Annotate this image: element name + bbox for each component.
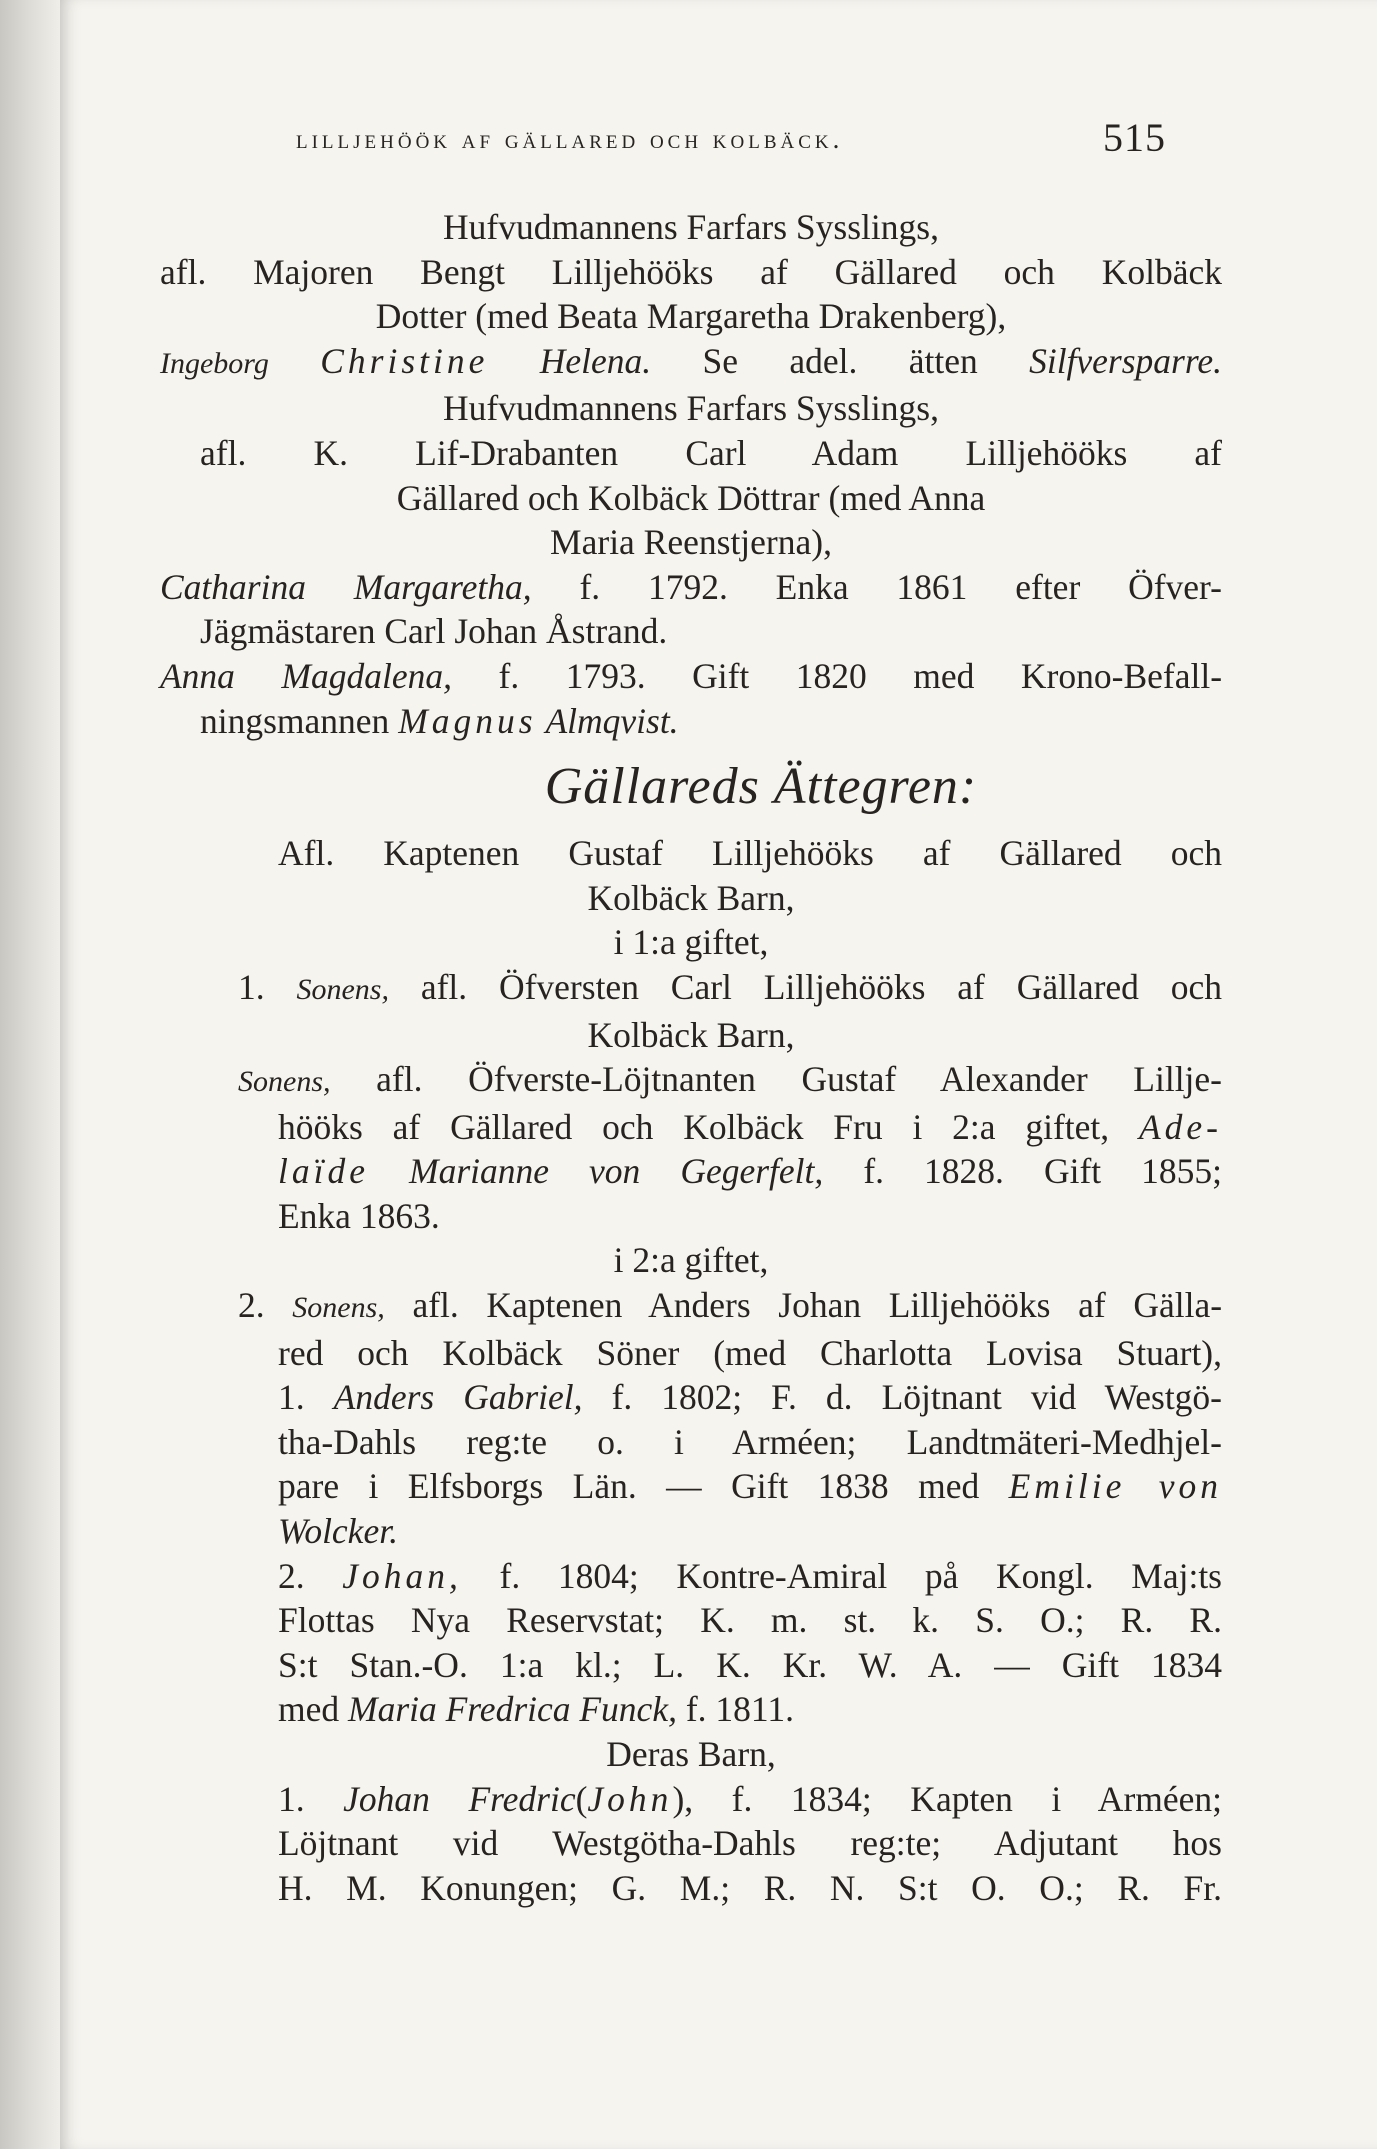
text-line: 2. Sonens, afl. Kaptenen Anders Johan Lilljehööks af Gälla- [238,1285,1223,1326]
text-line: med Maria Fredrica Funck, f. 1811. [278,1689,794,1730]
section-heading: Gällareds Ättegren: [544,758,978,816]
text-line: afl. Majoren Bengt Lilljehööks af Gällared och Kolbäck [160,251,1222,292]
text-line: Hufvudmannens Farfars Sysslings, [443,388,939,429]
text-line: Deras Barn, [606,1734,776,1774]
text-line: i 2:a giftet, [613,1240,769,1281]
text-line: Enka 1863. [278,1195,440,1236]
text-line: i 1:a giftet, [613,922,769,963]
text-line: 2. Johan, f. 1804; Kontre-Amiral på Kongl. Maj:ts [278,1555,1223,1596]
text-line: ningsmannen Magnus Almqvist. [200,700,679,741]
text-line: Dotter (med Beata Margaretha Drakenberg), [375,296,1007,337]
page-number: 515 [1103,115,1166,160]
text-line: Anna Magdalena, f. 1793. Gift 1820 med Krono-Befall- [160,655,1223,696]
text-line: laïde Marianne von Gegerfelt, f. 1828. Gift 1855; [278,1151,1223,1192]
text-line: Afl. Kaptenen Gustaf Lilljehööks af Gällared och [278,833,1222,874]
running-header [296,115,1166,160]
text-line: afl. K. Lif-Drabanten Carl Adam Lilljehööks af [200,432,1222,473]
text-line: red och Kolbäck Söner (med Charlotta Lovisa Stuart), [278,1332,1222,1373]
text-line: Kolbäck Barn, [587,877,795,918]
text-line: hööks af Gällared och Kolbäck Fru i 2:a giftet, Ade- [278,1106,1222,1147]
text-line: Flottas Nya Reservstat; K. m. st. k. S. O.; R. R. [278,1600,1222,1641]
page-body [160,205,1222,1910]
text-line: Wolcker. [278,1511,398,1552]
text-line: Jägmästaren Carl Johan Åstrand. [200,611,668,652]
text-line: 1. Anders Gabriel, f. 1802; F. d. Löjtnant vid Westgö- [278,1377,1223,1418]
text-line: Kolbäck Barn, [587,1014,795,1055]
text-line: 1. Johan Fredric(John), f. 1834; Kapten i Arméen; [278,1778,1222,1819]
text-line: Catharina Margaretha, f. 1792. Enka 1861 efter Öfver- [160,566,1222,607]
running-title: lilljehöök af gällared och kolbäck. [296,124,844,154]
text-line: pare i Elfsborgs Län. — Gift 1838 med Emilie von [278,1466,1223,1507]
text-line: S:t Stan.-O. 1:a kl.; L. K. Kr. W. A. — Gift 1834 [278,1644,1222,1685]
text-line: Sonens, afl. Öfverste-Löjtnanten Gustaf Alexander Lillje- [238,1059,1223,1100]
text-line: H. M. Konungen; G. M.; R. N. S:t O. O.; R. Fr. [278,1867,1222,1908]
text-line: Hufvudmannens Farfars Sysslings, [443,207,939,247]
text-line: Ingeborg Christine Helena. Se adel. ätten Silfversparre. [160,340,1223,381]
text-line: Löjtnant vid Westgötha-Dahls reg:te; Adjutant hos [278,1823,1222,1864]
text-line: 1. Sonens, afl. Öfversten Carl Lilljehööks af Gällared och [238,966,1223,1007]
text-line: Gällared och Kolbäck Döttrar (med Anna [396,477,986,518]
text-line: Maria Reenstjerna), [550,522,832,563]
text-line: tha-Dahls reg:te o. i Arméen; Landtmäteri-Medhjel- [278,1421,1222,1462]
